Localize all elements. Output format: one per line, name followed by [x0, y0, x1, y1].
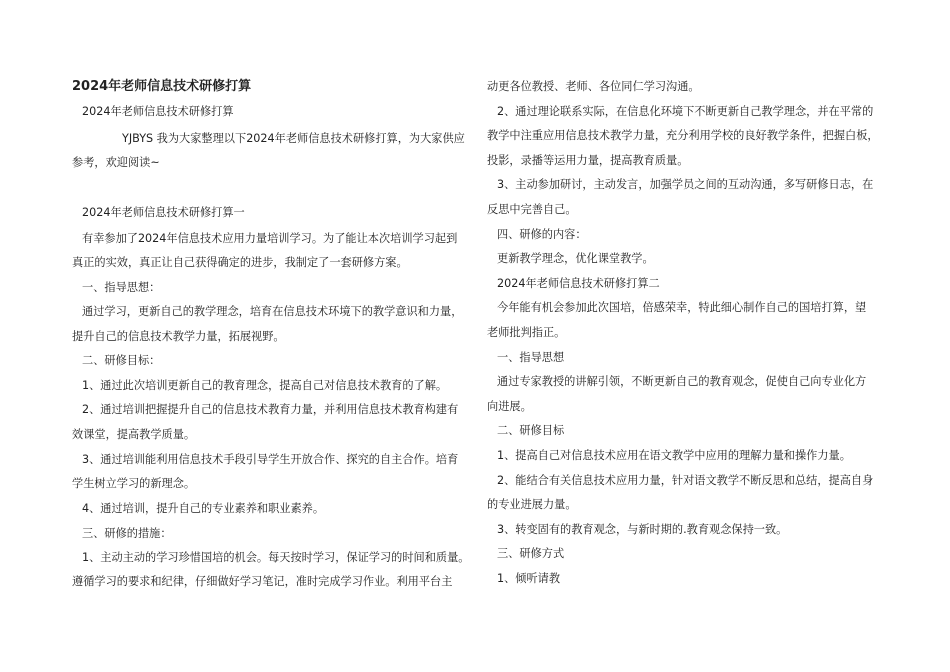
section-heading: 四、研修的内容：: [497, 228, 587, 241]
paragraph-line: 3、主动参加研讨，主动发言，加强学员之间的互动沟通，多写研修日志，在: [497, 178, 874, 191]
section-heading: 2024年老师信息技术研修打算一: [82, 206, 245, 219]
paragraph-line: 真正的实效，真正让自己获得确定的进步，我制定了一套研修方案。: [72, 256, 408, 269]
paragraph-line: 更新教学理念，优化课堂教学。: [497, 252, 654, 265]
section-heading: 2024年老师信息技术研修打算二: [497, 277, 660, 290]
paragraph-line: 3、通过培训能利用信息技术手段引导学生开放合作、探究的自主合作。培育: [82, 453, 459, 466]
paragraph-line: YJBYS 我为大家整理以下2024年老师信息技术研修打算，为大家供应: [122, 132, 465, 145]
paragraph-line: 老师批判指正。: [487, 326, 566, 339]
paragraph-line: 教学中注重应用信息技术教学力量，充分利用学校的良好教学条件，把握白板，: [487, 129, 879, 142]
paragraph-line: 遵循学习的要求和纪律，仔细做好学习笔记，准时完成学习作业。利用平台主: [72, 575, 453, 588]
section-heading: 一、指导思想: [497, 351, 565, 364]
paragraph-line: 1、倾听请教: [497, 572, 561, 585]
paragraph-line: 2、通过理论联系实际，在信息化环境下不断更新自己教学理念，并在平常的: [497, 105, 874, 118]
paragraph-line: 通过专家教授的讲解引领，不断更新自己的教育观念，促使自己向专业化方: [497, 375, 867, 388]
paragraph-line: 有幸参加了2024年信息技术应用力量培训学习。为了能让本次培训学习起到: [82, 232, 458, 245]
section-heading: 二、研修目标：: [82, 354, 161, 367]
section-heading: 三、研修方式: [497, 547, 565, 560]
section-heading: 二、研修目标: [497, 424, 565, 437]
section-heading: 三、研修的措施：: [82, 527, 172, 540]
paragraph-line: 学生树立学习的新理念。: [72, 477, 196, 490]
paragraph-line: 投影，录播等运用力量，提高教育质量。: [487, 154, 689, 167]
paragraph-line: 通过学习，更新自己的教学理念，培育在信息技术环境下的教学意识和力量，: [82, 305, 463, 318]
paragraph-line: 参考，欢迎阅读~: [72, 156, 160, 169]
paragraph-line: 提升自己的信息技术教学力量，拓展视野。: [72, 330, 285, 343]
paragraph-line: 4、通过培训，提升自己的专业素养和职业素养。: [82, 502, 325, 515]
paragraph-line: 效课堂，提高教学质量。: [72, 428, 196, 441]
paragraph-line: 2、能结合有关信息技术应用力量，针对语文教学不断反思和总结，提高自身: [497, 474, 874, 487]
paragraph-line: 反思中完善自己。: [487, 203, 577, 216]
paragraph-line: 向进展。: [487, 400, 532, 413]
paragraph-line: 1、提高自己对信息技术应用在语文教学中应用的理解力量和操作力量。: [497, 449, 851, 462]
paragraph-line: 的专业进展力量。: [487, 498, 577, 511]
paragraph-line: 1、通过此次培训更新自己的教育理念，提高自己对信息技术教育的了解。: [82, 379, 448, 392]
paragraph-line: 动更各位教授、老师、各位同仁学习沟通。: [487, 80, 700, 93]
section-heading: 一、指导思想：: [82, 281, 161, 294]
paragraph-line: 2、通过培训把握提升自己的信息技术教育力量，并利用信息技术教育构建有: [82, 403, 459, 416]
document-title: 2024年老师信息技术研修打算: [72, 79, 252, 94]
paragraph-line: 2024年老师信息技术研修打算: [82, 105, 234, 118]
paragraph-line: 今年能有机会参加此次国培，倍感荣幸，特此细心制作自己的国培打算，望: [497, 301, 867, 314]
paragraph-line: 3、转变固有的教育观念，与新时期的.教育观念保持一致。: [497, 523, 788, 536]
paragraph-line: 1、主动主动的学习珍惜国培的机会。每天按时学习，保证学习的时间和质量。: [82, 551, 470, 564]
